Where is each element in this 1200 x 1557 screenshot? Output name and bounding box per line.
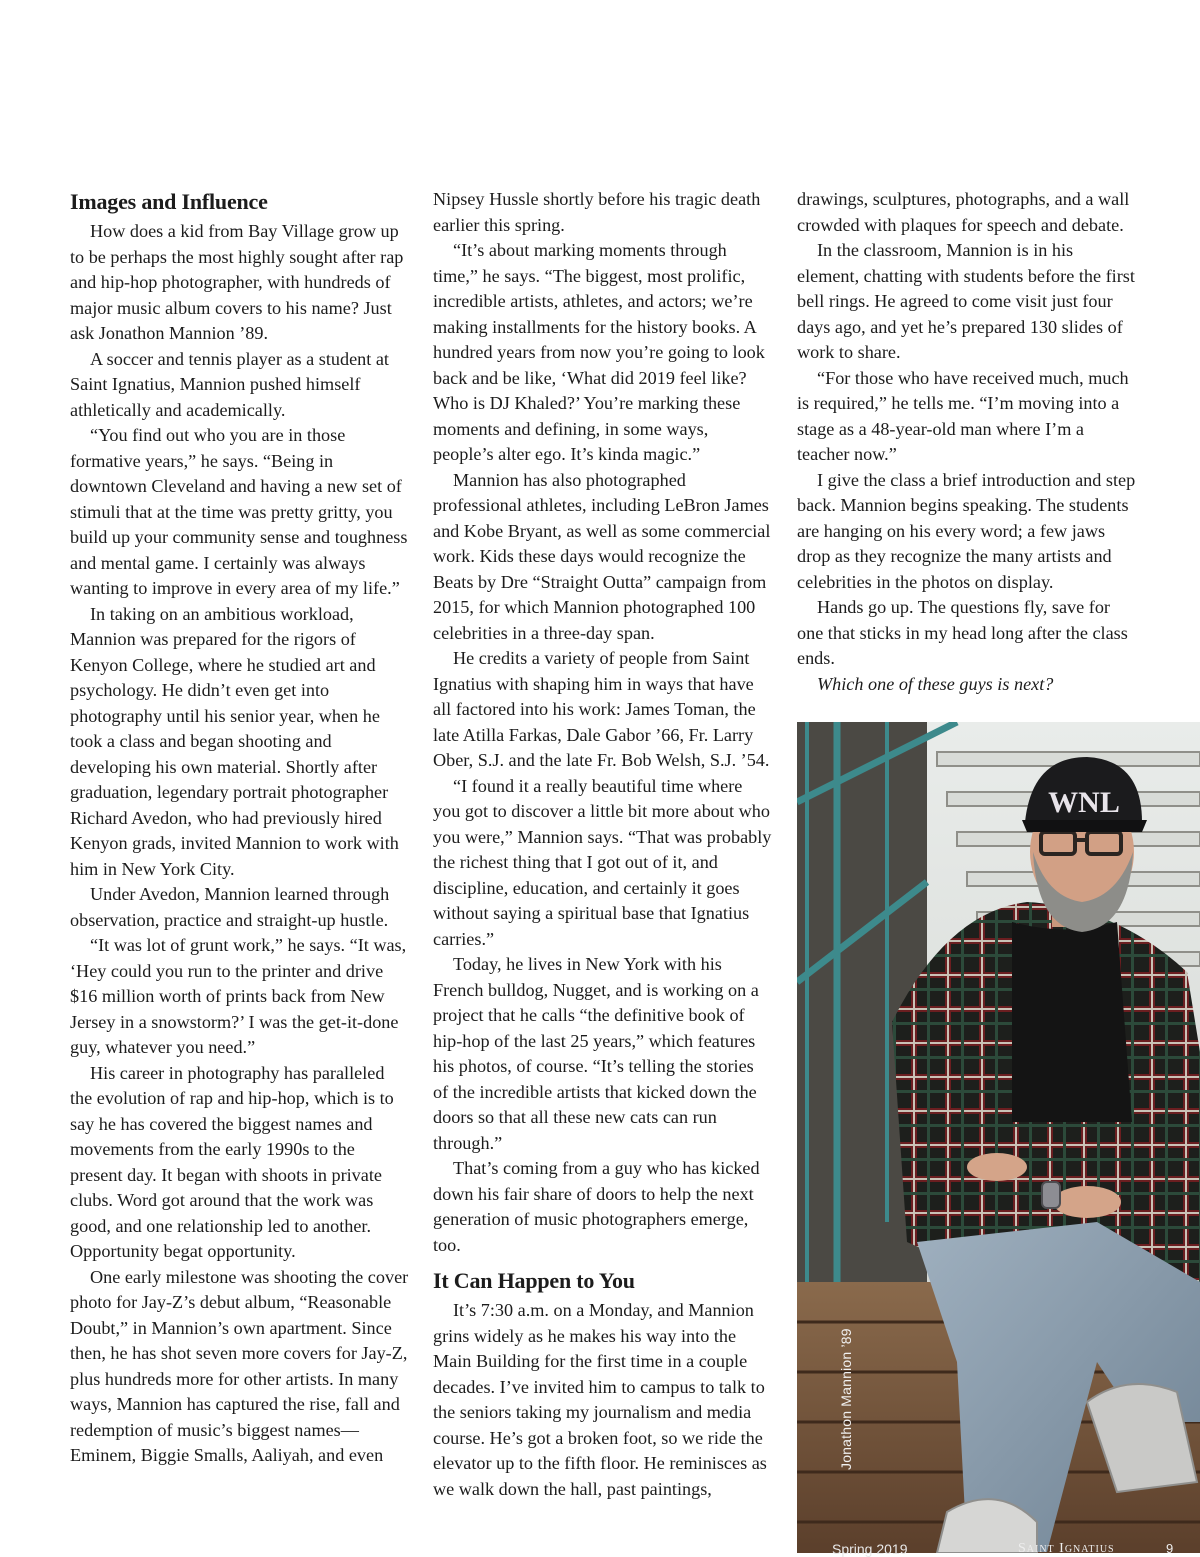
section-heading-it-can-happen-to-you: It Can Happen to You xyxy=(433,1268,635,1293)
paragraph: That’s coming from a guy who has kicked down his fair share of doors to help the next generation of music photographers emerge, too. xyxy=(433,1158,760,1255)
column-1 xyxy=(70,187,410,1469)
closing-line: Which one of these guys is next? xyxy=(817,673,1054,694)
paragraph: Nipsey Hussle shortly before his tragic death earlier this spring. xyxy=(433,189,761,235)
cap-logo: WNL xyxy=(1048,786,1120,819)
paragraph: “You find out who you are in those formative years,” he says. “Being in downtown Cleveland and having a new set of stimuli that at the time was pretty gritty, you build up your community sense and toughness and mental game. I certainly was always wanting to improve in every area of my life.” xyxy=(70,425,408,598)
paragraph: Under Avedon, Mannion learned through observation, practice and straight-up hustle. xyxy=(70,884,390,930)
footer-page-number: 9 xyxy=(1166,1541,1174,1556)
paragraph: “I found it a really beautiful time where you got to discover a little bit more about who you were,” Mannion says. “That was probably the richest thing that I got out of it, and discipline, education, and certainly it goes without saying a spiritual base that Ignatius carries.” xyxy=(433,775,772,949)
portrait-photo xyxy=(797,722,1200,1553)
portrait-photo-illustration xyxy=(797,722,1200,1553)
paragraph: It’s 7:30 a.m. on a Monday, and Mannion grins widely as he makes his way into the Main Building for the first time in a couple decades. I’ve invited him to campus to talk to the seniors taking my journalism and media course. He’s got a broken foot, so we ride the elevator up to the fifth floor. He reminisces as we walk down the hall, past paintings, xyxy=(433,1300,767,1499)
paragraph: His career in photography has paralleled the evolution of rap and hip-hop, which is to say he has covered the biggest names and movements from the early 1990s to the present day. It began with shoots in private clubs. Word got around that the work was good, and one relationship led to another. Opportunity begat opportunity. xyxy=(70,1062,394,1261)
photo-credit: Jonathon Mannion ’89 xyxy=(838,1328,854,1470)
paragraph: In taking on an ambitious workload, Mannion was prepared for the rigors of Kenyon College, where he studied art and psychology. He didn’t even get into photography until his senior year, when he took a class and began shooting and developing his own material. Shortly after graduation, legendary portrait photographer Richard Avedon, who had previously hired Kenyon grads, invited Mannion to work with him in New York City. xyxy=(70,603,399,879)
paragraph: He credits a variety of people from Saint Ignatius with shaping him in ways that have all factored into his work: James Toman, the late Atilla Farkas, Dale Gabor ’66, Fr. Larry Ober, S.J. and the late Fr. Bob Welsh, S.J. ’54. xyxy=(433,648,770,770)
paragraph: Hands go up. The questions fly, save for one that sticks in my head long after the class ends. xyxy=(797,597,1128,668)
paragraph: drawings, sculptures, photographs, and a wall crowded with plaques for speech and debate. xyxy=(797,189,1130,235)
paragraph: Mannion has also photographed professional athletes, including LeBron James and Kobe Bryant, as well as some commercial work. Kids these days would recognize the Beats by Dre “Straight Outta” campaign from 2015, for which Mannion photographed 100 celebrities in a three-day span. xyxy=(433,469,771,643)
paragraph: One early milestone was shooting the cover photo for Jay-Z’s debut album, “Reasonable Doubt,” in Mannion’s own apartment. Since then, he has shot seven more covers for Jay-Z, plus hundreds more for other artists. In many ways, Mannion has captured the rise, fall and redemption of music’s biggest names—Eminem, Biggie Smalls, Aaliyah, and even xyxy=(70,1266,409,1465)
column-2 xyxy=(433,187,773,1502)
paragraph: How does a kid from Bay Village grow up to be perhaps the most highly sought after rap and hip-hop photographer, with hundreds of major music album covers to his name? Just ask Jonathon Mannion ’89. xyxy=(70,221,404,343)
paragraph: “For those who have received much, much is required,” he tells me. “I’m moving into a stage as a 48-year-old man where I’m a teacher now.” xyxy=(797,367,1129,464)
footer-magazine-name: Saint Ignatius xyxy=(1018,1541,1115,1556)
paragraph: “It was lot of grunt work,” he says. “It was, ‘Hey could you run to the printer and drive $16 million worth of prints back from New Jersey in a snowstorm?’ I was the get-it-done guy, whatever you need.” xyxy=(70,935,407,1057)
paragraph: “It’s about marking moments through time,” he says. “The biggest, most prolific, incredible artists, athletes, and actors; we’re making installments for the history books. A hundred years from now you’re going to look back and be like, ‘What did 2019 feel like? Who is DJ Khaled?’ You’re marking these moments and defining, in some ways, people’s alter ego. It’s kinda magic.” xyxy=(433,240,765,464)
paragraph: I give the class a brief introduction and step back. Mannion begins speaking. The students are hanging on his every word; a few jaws drop as they recognize the many artists and celebrities in the photos on display. xyxy=(797,469,1136,592)
paragraph: Today, he lives in New York with his French bulldog, Nugget, and is working on a project that he calls “the definitive book of hip-hop of the last 25 years,” which features his photos, of course. “It’s telling the stories of the incredible artists that kicked down the doors so that all these new cats can run through.” xyxy=(433,954,759,1153)
section-heading-images-and-influence: Images and Influence xyxy=(70,189,268,214)
footer-issue-season: Spring 2019 xyxy=(832,1541,908,1557)
paragraph: A soccer and tennis player as a student at Saint Ignatius, Mannion pushed himself athletically and academically. xyxy=(70,348,389,420)
column-3 xyxy=(797,187,1137,697)
paragraph: In the classroom, Mannion is in his element, chatting with students before the first bell rings. He agreed to come visit just four days ago, and yet he’s prepared 130 slides of work to share. xyxy=(797,240,1135,362)
